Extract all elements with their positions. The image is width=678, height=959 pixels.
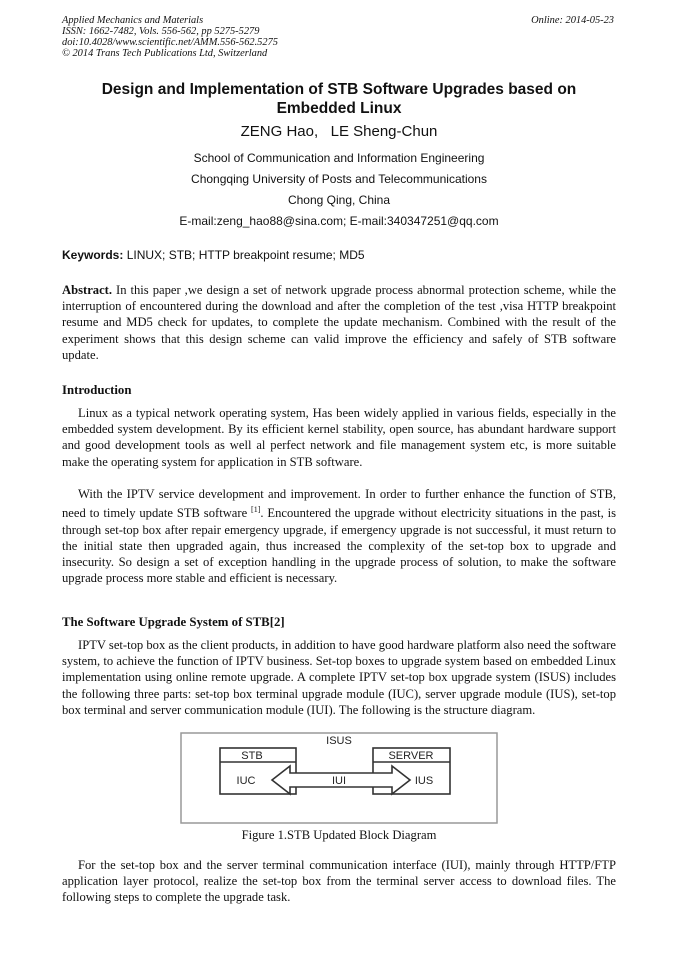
iui-label: IUI [331, 775, 347, 787]
affiliation-email: E-mail:zeng_hao88@sina.com; E-mail:340347251@qq.com [179, 214, 499, 228]
title-line-2: Embedded Linux [276, 100, 402, 117]
paper-title [62, 80, 616, 118]
introduction-heading: Introduction [62, 383, 132, 397]
stb-title: STB [241, 750, 263, 762]
structure-diagram [180, 732, 498, 824]
abstract-text: In this paper ,we design a set of network upgrade process abnormal protection scheme, while the interruption of encountered during the download and after the completion of the test ,visa HTTP breakpoint resume and MD5 check for updates, to complete the update mechanism. Combined with the result of the experiment shows that this design scheme can valid improve the efficiency and safely of STB software update. [62, 283, 616, 362]
closing-paragraph: For the set-top box and the server terminal communication interface (IUI), mainly through HTTP/FTP application layer protocol, realize the set-top box from the terminal server access to download files. The following steps to complete the upgrade task. [62, 858, 616, 905]
citation-ref: [1] [251, 505, 261, 515]
journal-header [62, 15, 278, 59]
authors: ZENG Hao, LE Sheng-Chun [240, 123, 438, 140]
affiliation-location: Chong Qing, China [287, 193, 391, 207]
intro-paragraph-2 [62, 486, 616, 586]
online-date: Online: 2014-05-23 [531, 15, 614, 26]
abstract [62, 282, 616, 363]
affiliation-university: Chongqing University of Posts and Telecommunications [191, 172, 487, 186]
issn-line: ISSN: 1662-7482, Vols. 556-562, pp 5275-5279 [62, 26, 260, 37]
iuc-label: IUC [236, 775, 256, 787]
intro-p2-part-b: . Encountered the upgrade without electricity situations in the past, is through set-top box after repair emergency upgrade, if emergency upgrade is not successful, it must return to the initial state then upgraded again, thus increased the complexity of the set-top box to upgrade and insecurity. So design a set of exception handling in the upgrade process of solution, to make the software upgrade process more stable and efficient is necessary. [62, 506, 616, 586]
section2-heading: The Software Upgrade System of STB[2] [62, 615, 285, 629]
abstract-label: Abstract. [62, 283, 113, 297]
ius-label: IUS [414, 775, 434, 787]
doi-line: doi:10.4028/www.scientific.net/AMM.556-562.5275 [62, 37, 278, 48]
copyright-line: © 2014 Trans Tech Publications Ltd, Switzerland [62, 48, 268, 59]
figure-caption: Figure 1.STB Updated Block Diagram [241, 828, 437, 842]
affiliation-school: School of Communication and Information Engineering [193, 151, 485, 165]
keywords-text: LINUX; STB; HTTP breakpoint resume; MD5 [123, 248, 365, 262]
section2-paragraph: IPTV set-top box as the client products, in addition to have good hardware platform also need the software system, to achieve the function of IPTV business. Set-top boxes to upgrade system based on embedded Linux implementation using online remote upgrade. A complete IPTV set-top box upgrade system (ISUS) includes the following three parts: set-top box terminal upgrade module (IUC), server upgrade module (IUS), set-top box terminal and server communication module (IUI). The following is the structure diagram. [62, 638, 616, 717]
server-title: SERVER [388, 750, 434, 762]
intro-p2-part-a: With the IPTV service development and improvement. In order to further enhance the function of STB, need to timely update STB software [62, 487, 616, 521]
keywords-label: Keywords: [62, 248, 124, 262]
journal-name: Applied Mechanics and Materials [62, 15, 204, 26]
keywords [62, 248, 365, 262]
title-line-1: Design and Implementation of STB Software Upgrades based on [101, 81, 577, 98]
isus-label: ISUS [326, 735, 352, 747]
intro-paragraph-1: Linux as a typical network operating system, Has been widely applied in various fields, especially in the embedded system development. By its efficient kernel stability, open source, has abundant hardware support and good development tools as well al perfect network and file management system etc, is more suitable make the operating system for application in STB software. [62, 406, 616, 469]
